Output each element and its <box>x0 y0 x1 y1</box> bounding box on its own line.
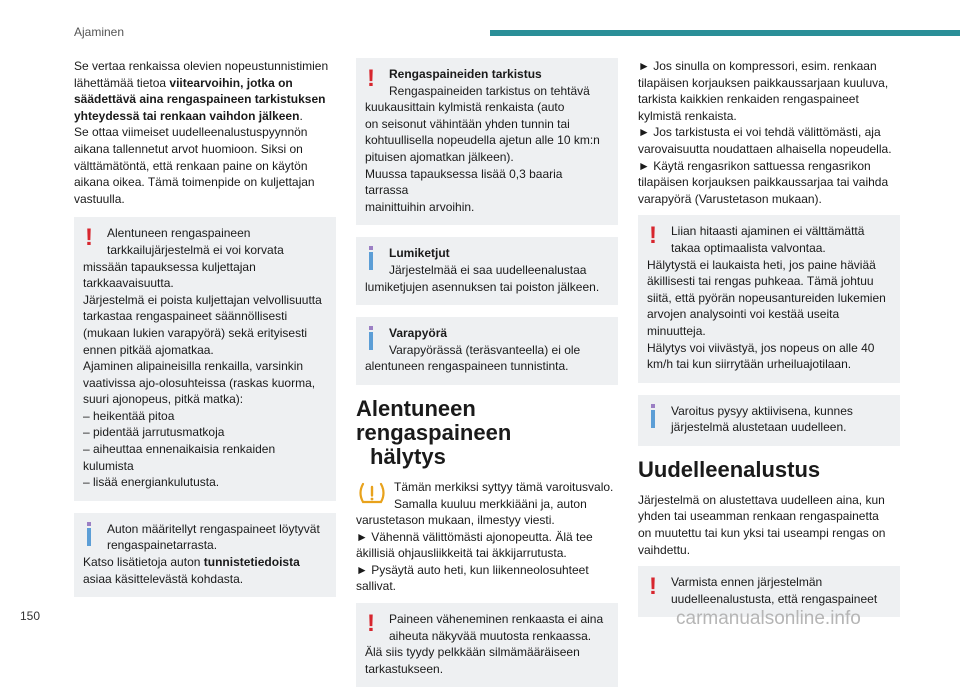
text-line: ► Jos sinulla on kompressori, esim. renkaan <box>638 59 877 73</box>
text-line: km/h tai kun siirrytään urheiluajotilaan. <box>647 357 852 372</box>
header-accent-bar <box>490 30 960 36</box>
text-line: Tämän merkiksi syttyy tämä varoitusvalo. <box>394 479 614 494</box>
text-line: asiaa käsittelevästä kohdasta. <box>83 571 244 586</box>
text-line: Älä siis tyydy pelkkään silmämääräiseen <box>365 645 580 660</box>
text-line: äkillisesti tai rengas puhkeaa. Tämä johtuu <box>647 274 874 289</box>
info-icon <box>646 404 660 432</box>
warning-exclamation-icon: ! <box>367 65 375 92</box>
text-line: säädettävä aina rengaspaineen tarkistuksen <box>74 92 326 107</box>
text-line: kohtuullisella nopeudella ajetun alle 10 km:n <box>365 133 600 148</box>
text-line: Auton määritellyt rengaspaineet löytyvät <box>107 521 320 536</box>
box-title: Lumiketjut <box>389 246 450 261</box>
text-line: alentuneen rengaspaineen tunnistinta. <box>365 359 569 374</box>
text-line: varapyörä (Varustetason mukaan). <box>638 191 822 206</box>
text-line: lähettämää tietoa viitearvoihin, jotka on <box>74 75 293 90</box>
text-line: arvojen analysointi voi kestää useita <box>647 307 840 322</box>
text-line: tarkista kaikkien renkaiden rengaspaineet <box>638 92 859 107</box>
warning-active-info-box <box>638 395 900 446</box>
text-line: tarkastukseen. <box>365 661 444 676</box>
text-line: uudelleenalustusta, että rengaspaineet <box>671 591 878 606</box>
text-line: Varmista ennen järjestelmän <box>671 575 823 590</box>
section-heading-alert: Alentuneen rengaspaineen hälytys <box>356 395 512 469</box>
intro-paragraph <box>74 58 336 207</box>
text-line: aikana oikea. Tämä toimenpide on kuljettajan <box>74 175 315 190</box>
warning-exclamation-icon: ! <box>649 222 657 250</box>
text-line: Paineen väheneminen renkaasta ei aina <box>389 612 604 627</box>
text-line: minuutteja. <box>647 323 706 338</box>
text-line: suuri ajonopeus, pitkä matka): <box>83 392 244 407</box>
text-line: tilapäisen korjauksen paikkaussarjaa tai vaihda <box>638 175 889 190</box>
text-line: on seisonut vähintään yhden tunnin tai <box>365 116 570 131</box>
text-line: Järjestelmää ei saa uudelleenalustaa <box>389 262 587 277</box>
text-line: Varapyörässä (teräsvanteella) ei ole <box>389 342 581 357</box>
text-line: – lisää energiankulutusta. <box>83 475 220 490</box>
text-line: aiheuta näkyvää muutosta renkaassa. <box>389 628 592 643</box>
text-line: tarkastaa rengaspaineet säännöllisesti <box>83 309 288 324</box>
spare-wheel-info-box <box>356 317 618 385</box>
text-line: sallivat. <box>356 579 397 594</box>
text-line: – pidentää jarrutusmatkoja <box>83 425 225 440</box>
text-line: Samalla kuuluu merkkiääni ja, auton <box>394 496 587 511</box>
text-line: Järjestelmä on alustettava uudelleen aina, kun <box>638 492 885 507</box>
text-line: yhteydessä tai renkaan vaihdon jälkeen. <box>74 108 303 123</box>
text-line: tilapäisen korjauksen paikkaussarjaan kuuluva, <box>638 75 889 90</box>
text-line: Muussa tapauksessa lisää 0,3 baaria tarrassa <box>365 166 563 198</box>
text-line: pituisen ajomatkan jälkeen). <box>365 149 514 164</box>
column-2 <box>356 58 618 699</box>
text-line: Hälytys voi viivästyä, jos nopeus on alle 40 <box>647 340 875 355</box>
text-line: siitä, että pyörän nopeusantureiden lukemien <box>647 290 886 305</box>
text-line: Se vertaa renkaissa olevien nopeustunnistimien <box>74 59 329 73</box>
text-line: ► Käytä rengasrikon sattuessa rengasrikon <box>638 158 871 173</box>
info-icon <box>364 326 378 354</box>
slow-driving-warning-box <box>638 215 900 382</box>
section-heading-reset: Uudelleenalustus <box>638 456 821 482</box>
info-box <box>74 513 336 597</box>
text-line: – aiheuttaa ennenaikaisia renkaiden <box>83 442 276 457</box>
text-line: äkillisiä ohjausliikkeitä tai äkkijarrutusta. <box>356 546 567 561</box>
snow-chains-info-box <box>356 237 618 305</box>
box-title: Varapyörä <box>389 326 448 341</box>
text-line: vaihdettu. <box>638 542 691 557</box>
text-line: Se ottaa viimeiset uudelleenalustuspyynnön <box>74 125 308 140</box>
compressor-instructions <box>638 58 900 207</box>
pressure-check-warning-box <box>356 58 618 225</box>
tyre-pressure-warning-icon <box>356 481 388 505</box>
watermark: carmanualsonline.info <box>676 608 861 629</box>
text-line: yhden tai useamman renkaan rengaspainetta <box>638 509 879 524</box>
info-icon <box>82 522 96 550</box>
text-line: vaativissa ajo-olosuhteissa (raskas kuorma, <box>83 375 316 390</box>
text-line: tarkkailujärjestelmä ei voi korvata <box>107 242 284 257</box>
text-line: Varoitus pysyy aktiivisena, kunnes <box>671 403 853 418</box>
text-line: ennen pitkää ajomatkaa. <box>83 342 214 357</box>
header-title: Ajaminen <box>74 25 125 39</box>
column-3 <box>638 58 900 629</box>
text-line: Alentuneen rengaspaineen <box>107 226 251 241</box>
text-line: välttämätöntä, että renkaan paine on käytön <box>74 158 308 173</box>
box-title: Rengaspaineiden tarkistus <box>389 67 542 81</box>
text-line: on muutettu tai kun yksi tai useampi rengas on <box>638 526 886 541</box>
text-line: kulumista <box>83 458 134 473</box>
reset-paragraph <box>638 492 900 558</box>
text-line: lumiketjujen asennuksen tai poiston jälkeen. <box>365 279 600 294</box>
text-line: järjestelmä alustetaan uudelleen. <box>671 420 847 435</box>
text-line: varustetason mukaan, ilmestyy viesti. <box>356 513 555 528</box>
text-line: missään tapauksessa kuljettajan <box>83 259 256 274</box>
text-line: Ajaminen alipaineisilla renkailla, varsinkin <box>83 359 304 374</box>
text-line: Rengaspaineiden tarkistus on tehtävä <box>389 83 590 98</box>
text-line: ► Pysäytä auto heti, kun liikenneolosuhteet <box>356 562 589 577</box>
text-line: (mukaan lukien varapyörä) sekä erityisesti <box>83 325 308 340</box>
page-number: 150 <box>20 609 41 623</box>
column-1 <box>74 58 336 609</box>
warning-exclamation-icon: ! <box>649 573 657 601</box>
text-line: Katso lisätietoja auton tunnistetiedoista <box>83 555 300 570</box>
text-line: ► Vähennä välittömästi ajonopeutta. Älä tee <box>356 529 593 544</box>
text-line: Liian hitaasti ajaminen ei välttämättä <box>671 224 865 239</box>
text-line: kuukausittain kylmistä renkaista (auto <box>365 100 565 115</box>
warning-exclamation-icon: ! <box>367 610 375 638</box>
alert-instructions <box>356 512 618 595</box>
text-line: mainittuihin arvoihin. <box>365 199 475 214</box>
text-line: Järjestelmä ei poista kuljettajan velvollisuutta <box>83 292 322 307</box>
alert-description <box>356 479 618 512</box>
text-line: ► Jos tarkistusta ei voi tehdä välittömästi, aja <box>638 125 881 140</box>
text-line: tarkkaavaisuutta. <box>83 276 174 291</box>
text-line: takaa optimaalista valvontaa. <box>671 240 826 255</box>
text-line: vastuulla. <box>74 191 125 206</box>
text-line: aikana tallennetut arvot huomioon. Siksi on <box>74 141 303 156</box>
warning-exclamation-icon: ! <box>85 224 93 252</box>
text-line: Hälytystä ei laukaista heti, jos paine häviää <box>647 257 876 272</box>
text-line: varovaisuutta noudattaen alhaisella nopeudella. <box>638 141 892 156</box>
pressure-drop-warning-box <box>356 603 618 687</box>
warning-box <box>74 217 336 501</box>
text-line: kylmistä renkaista. <box>638 108 737 123</box>
text-line: rengaspainetarrasta. <box>107 538 218 553</box>
text-line: – heikentää pitoa <box>83 408 175 423</box>
info-icon <box>364 246 378 274</box>
